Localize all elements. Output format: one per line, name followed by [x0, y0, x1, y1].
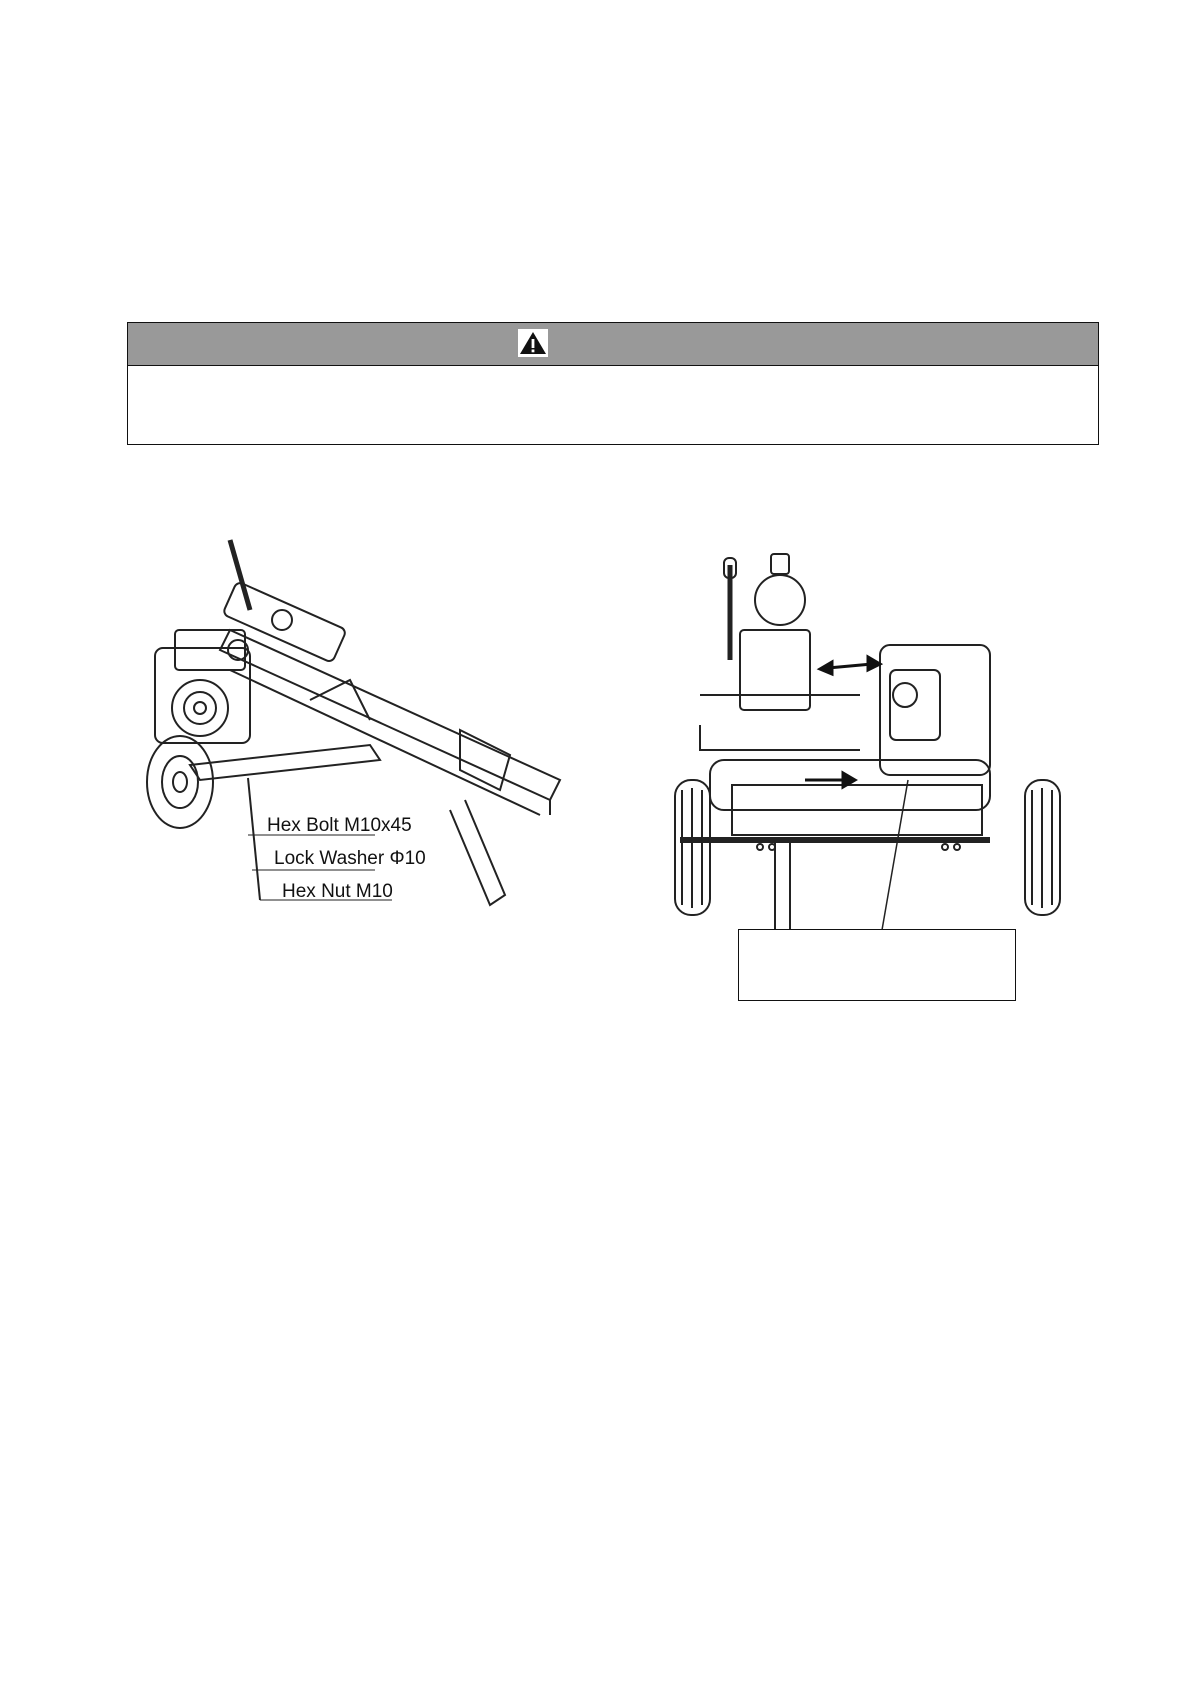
warning-box: [127, 322, 1099, 445]
hex-bolt-label: Hex Bolt M10x45: [267, 815, 412, 836]
hex-nut-label: Hex Nut M10: [282, 881, 393, 902]
warning-triangle-icon: [518, 329, 548, 357]
lock-washer-label: Lock Washer Φ10: [274, 848, 426, 869]
log-splitter-front-view-illustration: [660, 540, 1090, 940]
warning-body: [128, 366, 1098, 446]
callout-box: [738, 929, 1016, 1001]
warning-header: [128, 323, 1098, 366]
